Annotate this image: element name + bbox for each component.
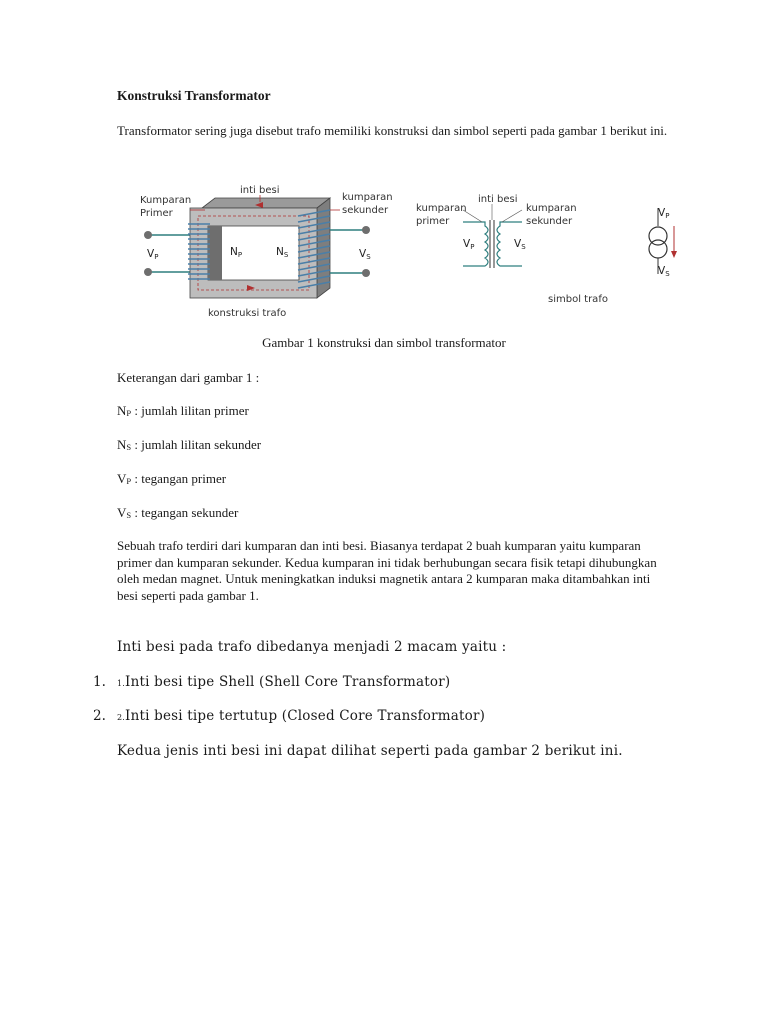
closing-paragraph: Kedua jenis inti besi ini dapat dilihat seperti pada gambar 2 berikut ini. bbox=[117, 743, 623, 759]
list-item: 2.Inti besi tipe tertutup (Closed Core Transformator) bbox=[117, 708, 486, 724]
terminal-icon bbox=[362, 269, 370, 277]
keterangan-item: $V_P$ : tegangan primer bbox=[117, 471, 227, 486]
terminal-icon bbox=[362, 226, 370, 234]
list-marker: 1. bbox=[93, 674, 106, 690]
label-vp-symbol: VP bbox=[463, 238, 475, 251]
label-kumparan-sekunder-symbol: kumparan bbox=[526, 203, 577, 214]
label-vp: VP bbox=[147, 248, 159, 261]
list-marker: 2. bbox=[93, 708, 106, 724]
label-inti-besi-symbol: inti besi bbox=[478, 194, 518, 205]
svg-text:Primer: Primer bbox=[140, 208, 173, 219]
figure-caption: Gambar 1 konstruksi dan simbol transformator bbox=[262, 335, 506, 350]
transformer-symbol-drawing bbox=[416, 194, 608, 305]
intro-paragraph: Transformator sering juga disebut trafo memiliki konstruksi dan simbol seperti pada gambar 1 berikut ini. bbox=[117, 123, 668, 138]
label-ns: NS bbox=[276, 246, 289, 259]
label-vs-symbol: VS bbox=[514, 238, 526, 251]
terminal-icon bbox=[144, 268, 152, 276]
svg-text:sekunder: sekunder bbox=[342, 205, 389, 216]
label-np: NP bbox=[230, 246, 243, 259]
document-title: Konstruksi Transformator bbox=[117, 88, 271, 103]
label-inti-besi: inti besi bbox=[240, 185, 280, 196]
keterangan-heading: Keterangan dari gambar 1 : bbox=[117, 370, 260, 385]
figure-1 bbox=[130, 180, 690, 325]
label-simbol-trafo: simbol trafo bbox=[548, 294, 608, 305]
label-vs: VS bbox=[359, 248, 371, 261]
arrow-down-icon bbox=[671, 251, 677, 258]
label-kumparan-sekunder: kumparan bbox=[342, 192, 393, 203]
body-paragraph: Sebuah trafo terdiri dari kumparan dan inti besi. Biasanya terdapat 2 buah kumparan yaitu kumparan primer dan kumparan sekunder. Kedua kumparan ini tidak berhubungan secara fisik tetapi dihubungkan oleh medan magnet. Untuk meningkatkan induksi magnetik antara 2 kumparan maka ditambahkan inti besi seperti pada gambar 1. bbox=[117, 538, 657, 603]
label-kumparan-primer-symbol: kumparan bbox=[416, 203, 467, 214]
keterangan-item: $N_S$ : jumlah lilitan sekunder bbox=[117, 437, 262, 452]
terminal-icon bbox=[144, 231, 152, 239]
transformer-construction-drawing bbox=[140, 185, 393, 319]
list-item: 1.Inti besi tipe Shell (Shell Core Transformator) bbox=[117, 674, 451, 690]
label-konstruksi-trafo: konstruksi trafo bbox=[208, 308, 287, 319]
types-intro: Inti besi pada trafo dibedanya menjadi 2 macam yaitu : bbox=[117, 639, 507, 655]
svg-text:primer: primer bbox=[416, 216, 450, 227]
svg-text:sekunder: sekunder bbox=[526, 216, 573, 227]
label-vp-circle: VP bbox=[658, 207, 670, 220]
keterangan-item: $V_S$ : tegangan sekunder bbox=[117, 505, 239, 520]
keterangan-item: $N_P$ : jumlah lilitan primer bbox=[117, 403, 249, 418]
label-kumparan-primer: Kumparan bbox=[140, 195, 192, 206]
label-vs-circle: VS bbox=[658, 265, 670, 278]
transformer-circle-symbol bbox=[649, 207, 677, 278]
